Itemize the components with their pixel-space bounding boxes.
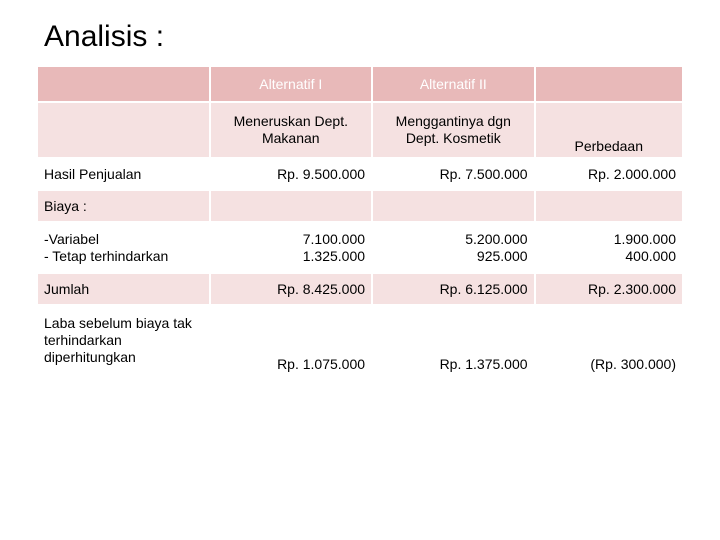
table-row	[38, 159, 682, 189]
subheader-alternatif-2: Menggantinya dgn Dept. Kosmetik	[373, 103, 534, 157]
header-alternatif-2: Alternatif II	[373, 67, 534, 101]
header-empty-cell-right	[536, 67, 682, 101]
row-label-laba: Laba sebelum biaya tak terhindarkan diperhitungkan	[38, 306, 209, 375]
value-variabel-diff: 1.900.000	[613, 230, 676, 247]
values-variabel-alt1	[211, 223, 372, 272]
empty-cell	[211, 191, 372, 221]
subheader-perbedaan: Perbedaan	[536, 103, 682, 157]
value-tetap-alt1: 1.325.000	[302, 247, 366, 264]
table-row	[38, 274, 682, 304]
empty-cell	[373, 191, 534, 221]
value-variabel-alt1: 7.100.000	[302, 230, 366, 247]
analysis-table	[36, 65, 684, 377]
value-laba-alt1: Rp. 1.075.000	[211, 306, 372, 375]
value-laba-diff: (Rp. 300.000)	[536, 306, 682, 375]
table-row	[38, 191, 682, 221]
value-jumlah-alt2: Rp. 6.125.000	[373, 274, 534, 304]
values-variabel-alt2	[373, 223, 534, 272]
value-tetap-alt2: 925.000	[476, 247, 528, 264]
empty-cell	[536, 191, 682, 221]
header-alternatif-1: Alternatif I	[211, 67, 372, 101]
values-variabel-diff	[536, 223, 682, 272]
row-label-variabel-tetap	[38, 223, 209, 272]
value-penjualan-alt2: Rp. 7.500.000	[373, 159, 534, 189]
page-title: Analisis :	[44, 20, 165, 53]
row-label-biaya: Biaya :	[38, 191, 209, 221]
value-penjualan-diff: Rp. 2.000.000	[536, 159, 682, 189]
table-header-row	[38, 67, 682, 101]
value-penjualan-alt1: Rp. 9.500.000	[211, 159, 372, 189]
row-label-variabel: -Variabel	[44, 230, 99, 247]
header-empty-cell	[38, 67, 209, 101]
value-laba-alt2: Rp. 1.375.000	[373, 306, 534, 375]
table-subheader-row	[38, 103, 682, 157]
subheader-alternatif-1: Meneruskan Dept. Makanan	[211, 103, 372, 157]
table-row	[38, 223, 682, 272]
value-variabel-alt2: 5.200.000	[465, 230, 528, 247]
row-label-jumlah: Jumlah	[38, 274, 209, 304]
value-tetap-diff: 400.000	[625, 247, 676, 264]
row-label-tetap: - Tetap terhindarkan	[44, 247, 169, 264]
table-row	[38, 306, 682, 375]
row-label-hasil-penjualan: Hasil Penjualan	[38, 159, 209, 189]
value-jumlah-diff: Rp. 2.300.000	[536, 274, 682, 304]
subheader-empty-cell	[38, 103, 209, 157]
value-jumlah-alt1: Rp. 8.425.000	[211, 274, 372, 304]
